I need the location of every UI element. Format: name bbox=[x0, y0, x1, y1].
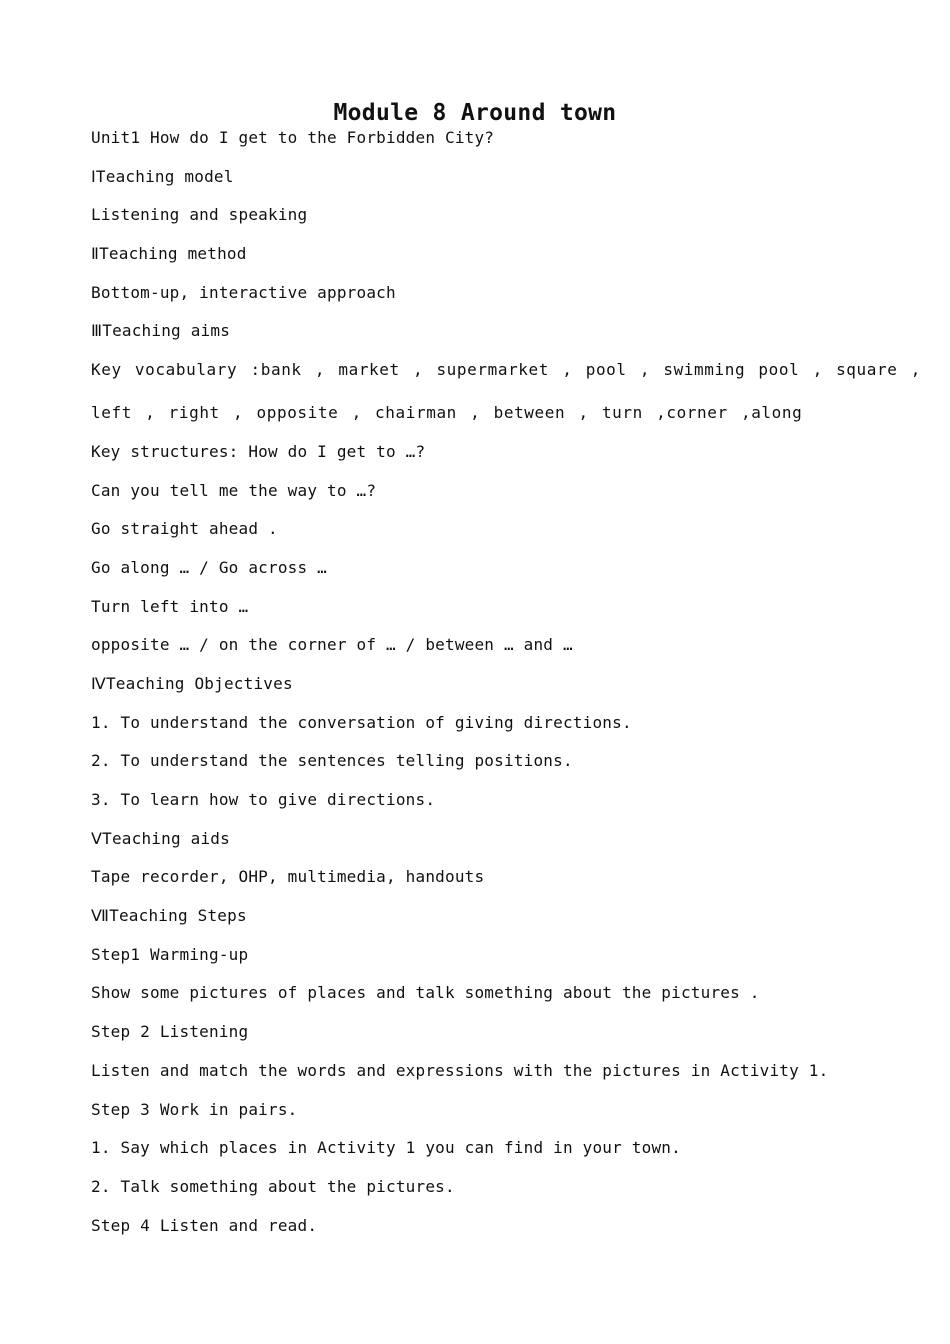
key-vocabulary-line: Key vocabulary :bank , market , supermarket , pool , swimming pool , square , bbox=[91, 360, 921, 380]
document-body bbox=[91, 127, 921, 1253]
section-heading-teaching-aims: ⅢTeaching aims bbox=[91, 321, 231, 341]
step-heading: Step1 Warming-up bbox=[91, 944, 249, 964]
text-line: Listening and speaking bbox=[91, 205, 308, 225]
text-line: Turn left into … bbox=[91, 596, 249, 616]
step-heading: Step 3 Work in pairs. bbox=[91, 1099, 298, 1119]
section-heading-teaching-method: ⅡTeaching method bbox=[91, 244, 247, 264]
key-vocabulary-continued: left , right , opposite , chairman , between , turn ,corner ,along bbox=[91, 403, 803, 423]
section-heading-teaching-aids: ⅤTeaching aids bbox=[91, 828, 230, 848]
section-heading-teaching-model: ⅠTeaching model bbox=[91, 166, 234, 186]
step-heading: Step 2 Listening bbox=[91, 1022, 249, 1042]
text-line: Listen and match the words and expressions with the pictures in Activity 1. bbox=[91, 1060, 829, 1080]
section-heading-teaching-objectives: ⅣTeaching Objectives bbox=[91, 673, 293, 693]
step-item: 2. Talk something about the pictures. bbox=[91, 1176, 455, 1196]
text-line: Go along … / Go across … bbox=[91, 557, 327, 577]
text-line: Can you tell me the way to …? bbox=[91, 480, 377, 500]
key-structures-line: Key structures: How do I get to …? bbox=[91, 441, 426, 461]
text-line: Tape recorder, OHP, multimedia, handouts bbox=[91, 867, 485, 887]
document-title: Module 8 Around town bbox=[333, 100, 617, 126]
unit-heading: Unit1 How do I get to the Forbidden City? bbox=[91, 128, 495, 147]
text-line: Show some pictures of places and talk something about the pictures . bbox=[91, 983, 760, 1003]
text-line: Bottom-up, interactive approach bbox=[91, 282, 396, 302]
step-item: 1. Say which places in Activity 1 you can find in your town. bbox=[91, 1138, 681, 1158]
objective-item: 2. To understand the sentences telling positions. bbox=[91, 751, 573, 771]
text-line: Go straight ahead . bbox=[91, 519, 278, 539]
objective-item: 1. To understand the conversation of giving directions. bbox=[91, 712, 632, 732]
objective-item: 3. To learn how to give directions. bbox=[91, 790, 436, 809]
step-heading: Step 4 Listen and read. bbox=[91, 1215, 318, 1235]
text-line: opposite … / on the corner of … / between … and … bbox=[91, 635, 573, 655]
section-heading-teaching-steps: ⅦTeaching Steps bbox=[91, 906, 247, 926]
